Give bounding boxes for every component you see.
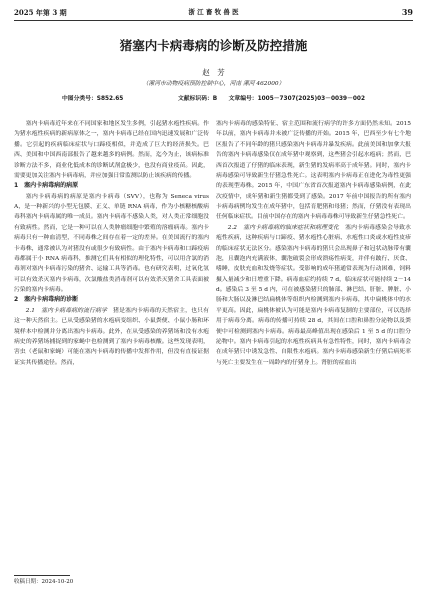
section-2-heading: 2 塞内卡病毒病的诊断 <box>14 296 79 304</box>
right-column <box>216 119 411 368</box>
article-id: 文章编号：1005－7307(2025)03－0039－002 <box>228 96 365 102</box>
author-affiliation: （漯河市动物疫病预防控制中心，河南 漯河 462000） <box>142 81 285 87</box>
running-head <box>14 6 413 19</box>
subsection-2-1-text: 猪是塞内卡病毒的天然宿主，也只有这一种天然宿主。已从受感染猪的水疱病变组织、小鼠粪便、小鼠小肠和环境样本中检测并分离出塞内卡病毒。此外，在从受感染的养猪场和没有水疱病史的养猪场捕捉到的家蝇中也检测到了塞内卡病毒核酸。这些发现表明，害虫（老鼠和家蝇）可能在塞内卡病毒的传播中发挥作用，但没有直接证据证实其传播途径。然而， <box>14 307 210 366</box>
document-code: 文献标识码：B <box>178 96 218 102</box>
clc-number: 中图分类号：S852.65 <box>62 96 124 102</box>
subsection-2-1-paragraph <box>14 306 209 368</box>
received-date-footnote: 收稿日期：2024-10-20 <box>14 579 74 585</box>
issue-label: 2025 年第 3 期 <box>14 8 67 17</box>
section-1-paragraph: 塞内卡病毒病的病原是塞内卡病毒（SVV），也称为 Seneca virus A，是一种新兴的小型无包膜、正义、单链 RNA 病毒，作为小核糖核酸病毒科塞内卡病毒属的唯一成员。塞内卡病毒不感染人类，对人类正常细胞没有致病性。然而，它是一种可以在人类肿瘤细胞中繁殖的溶瘤病毒。塞内卡病毒只有一种血清型，不同毒株之间存在着一定的差异。在美国流行的塞内卡毒株，通常被认为对猪没有或很少有致病性。由于塞内卡病毒和口蹄疫病毒都属于小 RNA 病毒科，推测它们具有相似的理化特性，可以用含氯的消毒剂对塞内卡病毒污染的猪舍、运输工具等消毒。也有研究表明，过氧化氢可以有效杀灭塞内卡病毒，次氯酸盐类消毒剂可以有效杀灭猪舍工具表面被污染的塞内卡病毒。 <box>14 193 209 293</box>
page-number: 39 <box>401 7 413 17</box>
subsection-2-2-heading: 2.2 塞内卡病毒病的临床症状和病理变化 <box>227 224 340 231</box>
subsection-2-2-text: 塞内卡病毒感染会导致水疱性疾病，这种疾病与口蹄疫、猪水疱性心脏病、水疱性口炎或水疱性皮疹的临床症状无法区分。感染塞内卡病毒的猪只会出现鼻子和冠状动脉带有囊泡，且囊泡内充满液体，囊泡破裂会形成溃疡性病变，并伴有跛行、厌食、嗜睡，皮肤充血和发烧等症状。受影响的成年猪通常表现为行动困难，饲料摄入量减少和日增重下降。病毒血症约持续 7 d，临床症状可能持续 2－14 d。感染后 3 至 5 d 内，可在被感染猪只的肺部、淋巴结、肝脏、脾脏、小肠和大肠以及淋巴结扁桃体等组织内检测到塞内卡病毒，其中扁桃体中的水平更高。因此，扁桃体被认为可能是塞内卡病毒复制的主要部位，可以选择用于病毒分离。病毒的传播可持续 28 d，其间在口腔和鼻腔分泌物以及粪便中可检测到塞内卡病毒。病毒最高峰值出现在感染后 1 至 5 d 的口腔分泌物中。塞内卡病毒引起的水疱性疾病具有急性特性，同时，塞内卡病毒会在成年猪只中诱发急性、自限性水疱病。塞内卡病毒感染新生仔猪后病死率与死亡主要发生在一周龄内的仔猪身上。肾脏的症血出 <box>216 224 412 366</box>
section-1-heading: 1 塞内卡病毒病的病原 <box>14 182 79 190</box>
epidemiology-continued-paragraph: 塞内卡病毒的感染特征、宿主范围和流行病学的许多方面仍然未知。2015 年以前，塞内卡病毒并未被广泛传播的开始。2015 年，巴西至少有七个地区报告了不同年龄的猪只感染塞内卡病毒并暴发疾病。此前美国和加拿大报告的塞内卡病毒感染仅在成年猪中观察到，这些猪会引起水疱病；然而，巴西首次报道了仔猪的临床表现，新生猪的发病率高于成年猪。同时，塞内卡病毒感染可导致新生仔猪急性死亡。这表明塞内卡病毒正在进化为毒性更强的表现型毒株。2015 年，中国广东省首次报道塞内卡病毒感染病例，在此次疫情中，成年猪和新生猪都受到了感染。2017 年前中国报告的所有塞内卡病毒病例均发生在成年猪中，包括育肥猪和母猪；然而，仔猪没有表现出任何临床症状。目前中国存在的塞内卡病毒毒株可导致新生仔猪急性死亡。 <box>216 121 411 221</box>
subsection-2-2-paragraph <box>216 223 411 368</box>
subsection-2-1-heading: 2.1 塞内卡病毒病的流行病学 <box>25 307 108 314</box>
intro-paragraph: 塞内卡病毒近年来在不同国家和地区发生多例，引起猪水疱性疾病。作为猪水疱性疾病的新病原体之一，塞内卡病毒已经在国内迅速发展和广泛传播。它引起的疾病临床症状与口蹄疫相似，并造成了巨大的经济损失。巴西、美国和中国西南部报告了越来越多的病例。然而，迄今为止，该病标准诊断方法不多，商业化低成本的诊断试剂盒极少，也没有商业疫苗。因此，需要更加关注塞内卡病毒病，并应加强日常监测以防止该疾病的传播。 <box>14 121 209 179</box>
article-author: 赵 芳 <box>202 68 225 77</box>
journal-name: 浙 江 畜 牧 兽 医 <box>188 8 239 16</box>
footnote-divider <box>14 575 70 576</box>
article-title: 猪塞内卡病毒病的诊断及防控措施 <box>119 38 308 53</box>
left-column <box>14 119 209 368</box>
article-metadata <box>62 94 365 104</box>
header-divider <box>14 20 413 21</box>
